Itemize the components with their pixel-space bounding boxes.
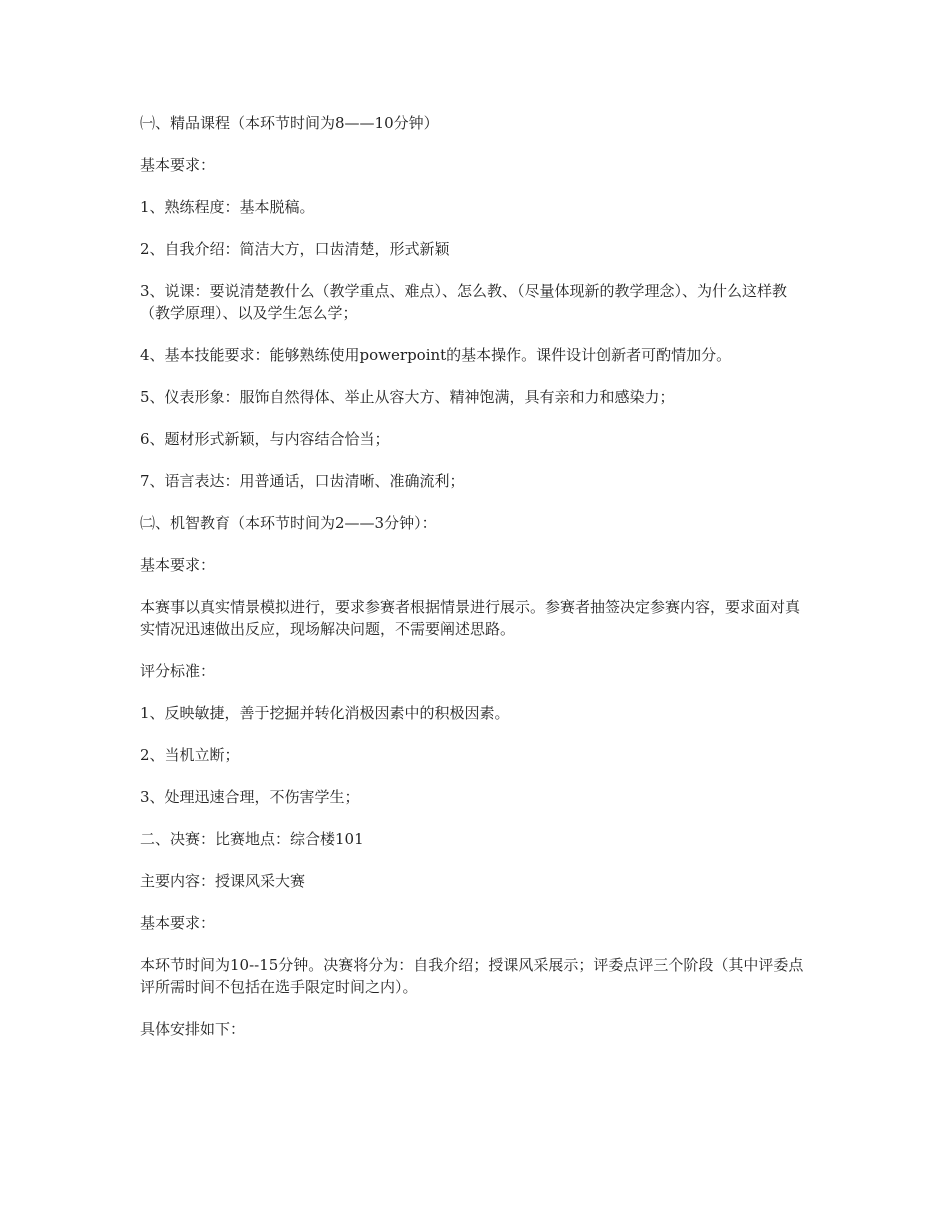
basic-requirements-label: 基本要求：: [140, 556, 216, 574]
basic-requirements-label: 基本要求：: [140, 156, 216, 174]
arrangement-intro: 具体安排如下：: [140, 1020, 246, 1038]
requirement-item: 7、语言表达：用普通话，口齿清晰、准确流利；: [140, 472, 465, 490]
requirement-item: 6、题材形式新颖，与内容结合恰当；: [140, 430, 390, 448]
body-paragraph: 本环节时间为10--15分钟。决赛将分为：自我介绍；授课风采展示；评委点评三个阶段（其中评委点评所需时间不包括在选手限定时间之内）。: [140, 956, 804, 996]
criteria-item: 2、当机立断；: [140, 746, 240, 764]
section-heading-finals: 二、决赛：比赛地点：综合楼101: [140, 830, 364, 848]
basic-requirements-label: 基本要求：: [140, 914, 216, 932]
scoring-criteria-label: 评分标准：: [140, 662, 216, 680]
requirement-item: 1、熟练程度：基本脱稿。: [140, 198, 315, 216]
requirement-item: 5、仪表形象：服饰自然得体、举止从容大方、精神饱满，具有亲和力和感染力；: [140, 388, 675, 406]
document-page: [140, 112, 810, 1060]
requirement-item: 4、基本技能要求：能够熟练使用powerpoint的基本操作。课件设计创新者可酌情加分。: [140, 346, 732, 364]
section-heading-quality-course: ㈠、精品课程（本环节时间为8——10分钟）: [140, 114, 439, 132]
criteria-item: 3、处理迅速合理，不伤害学生；: [140, 788, 360, 806]
criteria-item: 1、反映敏捷，善于挖掘并转化消极因素中的积极因素。: [140, 704, 510, 722]
body-paragraph: 本赛事以真实情景模拟进行，要求参赛者根据情景进行展示。参赛者抽签决定参赛内容，要求面对真实情况迅速做出反应，现场解决问题，不需要阐述思路。: [140, 598, 801, 638]
requirement-item: 3、说课：要说清楚教什么（教学重点、难点）、怎么教、（尽量体现新的教学理念）、为什么这样教（教学原理）、以及学生怎么学；: [140, 282, 788, 322]
requirement-item: 2、自我介绍：简洁大方，口齿清楚，形式新颖: [140, 240, 450, 258]
main-content-line: 主要内容：授课风采大赛: [140, 872, 306, 890]
section-heading-wit-education: ㈡、机智教育（本环节时间为2——3分钟）：: [140, 514, 437, 532]
